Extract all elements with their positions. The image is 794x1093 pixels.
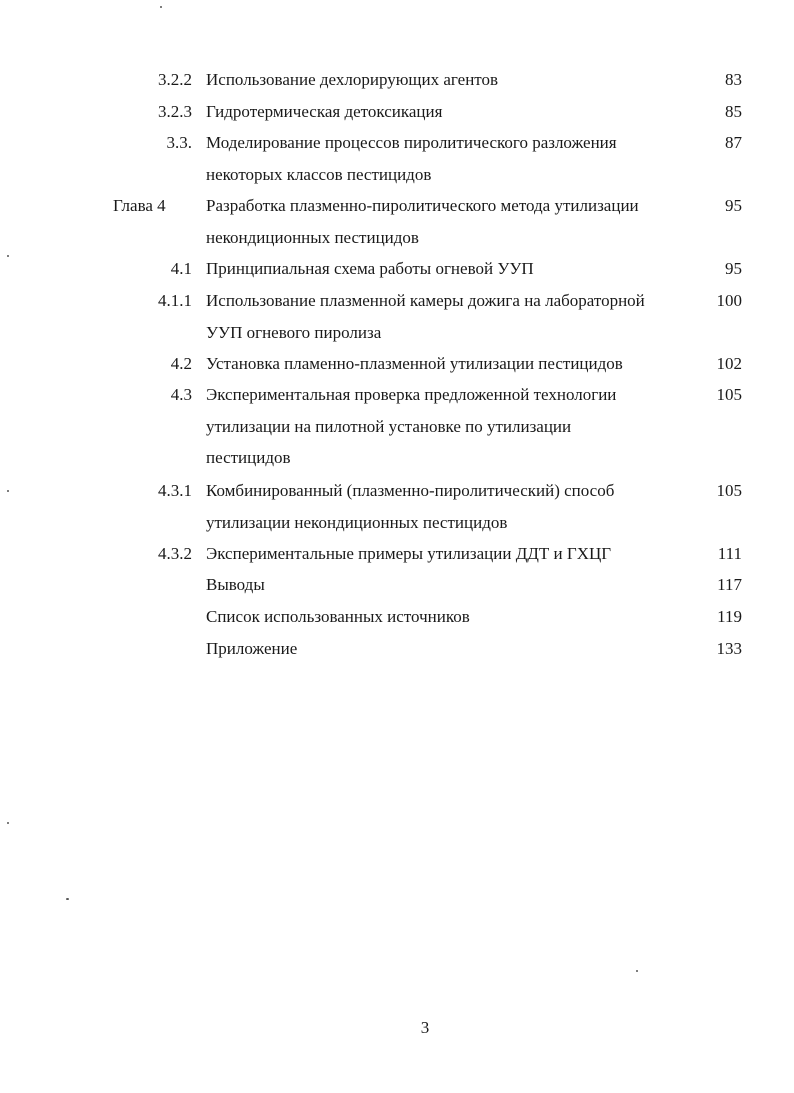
scan-speck (636, 970, 638, 972)
toc-entry-page: 119 (717, 607, 742, 626)
toc-entry-title (206, 190, 698, 253)
toc-entry-page: 105 (716, 385, 742, 404)
scan-speck (66, 898, 69, 900)
toc-entry-title-line: Установка пламенно-плазменной утилизации пестицидов (206, 354, 623, 373)
toc-entry-title-line: Принципиальная схема работы огневой УУП (206, 259, 534, 278)
toc-entry-page: 133 (716, 639, 742, 658)
toc-entry-title-line: Использование плазменной камеры дожига на лабораторной (206, 291, 645, 310)
toc-entry-title-line: Экспериментальная проверка предложенной технологии (206, 385, 617, 404)
scan-speck (160, 6, 162, 8)
toc-entry-page: 111 (717, 544, 742, 563)
toc-entry-title (206, 475, 698, 538)
toc-entry-page: 102 (716, 354, 742, 373)
toc-entry-title (206, 64, 698, 96)
toc-entry-title-line: Разработка плазменно-пиролитического метода утилизации (206, 196, 639, 215)
toc-entry-title (206, 96, 698, 128)
toc-entry-title (206, 633, 698, 665)
toc-entry-title-line: утилизации некондиционных пестицидов (206, 512, 508, 532)
toc-entry-number: 4.2 (170, 354, 192, 373)
toc-entry-title (206, 348, 698, 380)
toc-entry-title (206, 569, 698, 601)
toc-entry-title (206, 379, 698, 474)
toc-entry-page: 105 (716, 481, 742, 500)
toc-entry-title (206, 601, 698, 633)
toc-entry-number: 4.3.2 (158, 544, 192, 563)
toc-entry-page: 95 (725, 259, 742, 278)
toc-entry-title-line: Экспериментальные примеры утилизации ДДТ и ГХЦГ (206, 544, 612, 563)
toc-entry-title-line: утилизации на пилотной установке по утилизации (206, 416, 572, 436)
toc-entry-page: 83 (725, 70, 742, 89)
toc-entry-page: 87 (725, 133, 742, 152)
toc-entry-title (206, 538, 698, 570)
toc-entry-title-line: УУП огневого пиролиза (206, 322, 382, 342)
toc-entry-number: 4.3 (170, 385, 192, 404)
toc-entry-title-line: Выводы (206, 575, 265, 594)
page-number: 3 (420, 1018, 430, 1037)
toc-entry-title-line: Использование дехлорирующих агентов (206, 70, 499, 89)
toc-entry-title-line: Приложение (206, 639, 298, 658)
toc-entry-title-line: Комбинированный (плазменно-пиролитический) способ (206, 481, 615, 500)
toc-entry-number: 4.3.1 (158, 481, 192, 500)
toc-entry-title (206, 127, 698, 190)
toc-entry-title-line: Моделирование процессов пиролитического разложения (206, 133, 617, 152)
toc-entry-title-line: пестицидов (206, 448, 291, 467)
toc-entry-number: 3.2.3 (158, 102, 192, 121)
toc-entry-number: Глава 4 (113, 196, 166, 215)
toc-entry-title-line: Список использованных источников (206, 607, 470, 626)
scan-speck (7, 822, 9, 824)
toc-entry-title-line: Гидротермическая детоксикация (206, 102, 443, 121)
toc-entry-number: 4.1 (170, 259, 192, 278)
toc-entry-title (206, 253, 698, 285)
scan-speck (7, 255, 9, 257)
toc-entry-page: 117 (717, 575, 742, 594)
toc-entry-page: 85 (725, 102, 742, 121)
toc-entry-page: 100 (716, 291, 742, 310)
scan-speck (7, 490, 9, 492)
toc-entry-page: 95 (725, 196, 742, 215)
toc-entry-title-line: некондиционных пестицидов (206, 227, 419, 247)
toc-entry-title-line: некоторых классов пестицидов (206, 164, 432, 184)
toc-entry-title (206, 285, 698, 348)
toc-entry-number: 3.2.2 (158, 70, 192, 89)
toc-entry-number: 4.1.1 (158, 291, 192, 310)
toc-entry-number: 3.3. (166, 133, 192, 152)
